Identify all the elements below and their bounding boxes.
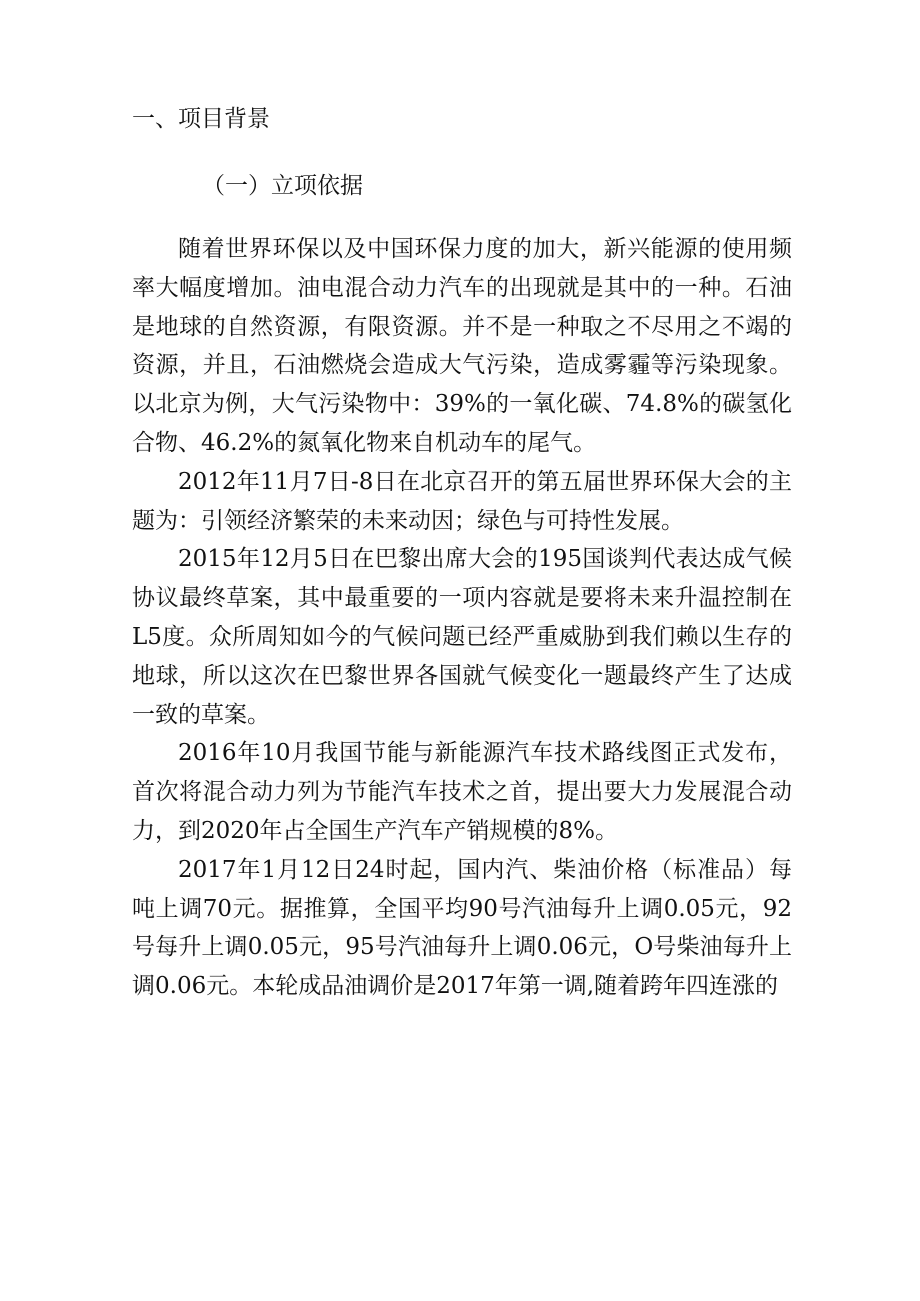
paragraph-2: 2012年11月7日-8日在北京召开的第五届世界环保大会的主题为：引领经济繁荣的未来动因；绿色与可持性发展。 (132, 468, 792, 534)
section-heading: 一、项目背景 (132, 106, 270, 132)
paragraph-3: 2015年12月5日在巴黎出席大会的195国谈判代表达成气候协议最终草案，其中最重要的一项内容就是要将未来升温控制在L5度。众所周知如今的气候问题已经严重威胁到我们赖以生存的地球，所以这次在巴黎世界各国就气候变化一题最终产生了达成一致的草案。 (132, 546, 792, 728)
paragraph-5: 2017年1月12日24时起，国内汽、柴油价格（标准品）每吨上调70元。据推算，全国平均90号汽油每升上调0.05元，92号每升上调0.05元，95号汽油每升上调0.06元，O号柴油每升上调0.06元。本轮成品油调价是2017年第一调,随着跨年四连涨的 (132, 856, 792, 1000)
section-subheading: （一）立项依据 (202, 173, 363, 199)
body-text (132, 230, 792, 1006)
paragraph-1: 随着世界环保以及中国环保力度的加大，新兴能源的使用频率大幅度增加。油电混合动力汽车的出现就是其中的一种。石油是地球的自然资源，有限资源。并不是一种取之不尽用之不竭的资源，并且，石油燃烧会造成大气污染，造成雾霾等污染现象。以北京为例，大气污染物中：39%的一氧化碳、74.8%的碳氢化合物、46.2%的氮氧化物来自机动车的尾气。 (132, 236, 792, 456)
paragraph-4: 2016年10月我国节能与新能源汽车技术路线图正式发布，首次将混合动力列为节能汽车技术之首，提出要大力发展混合动力，到2020年占全国生产汽车产销规模的8%。 (132, 740, 792, 844)
